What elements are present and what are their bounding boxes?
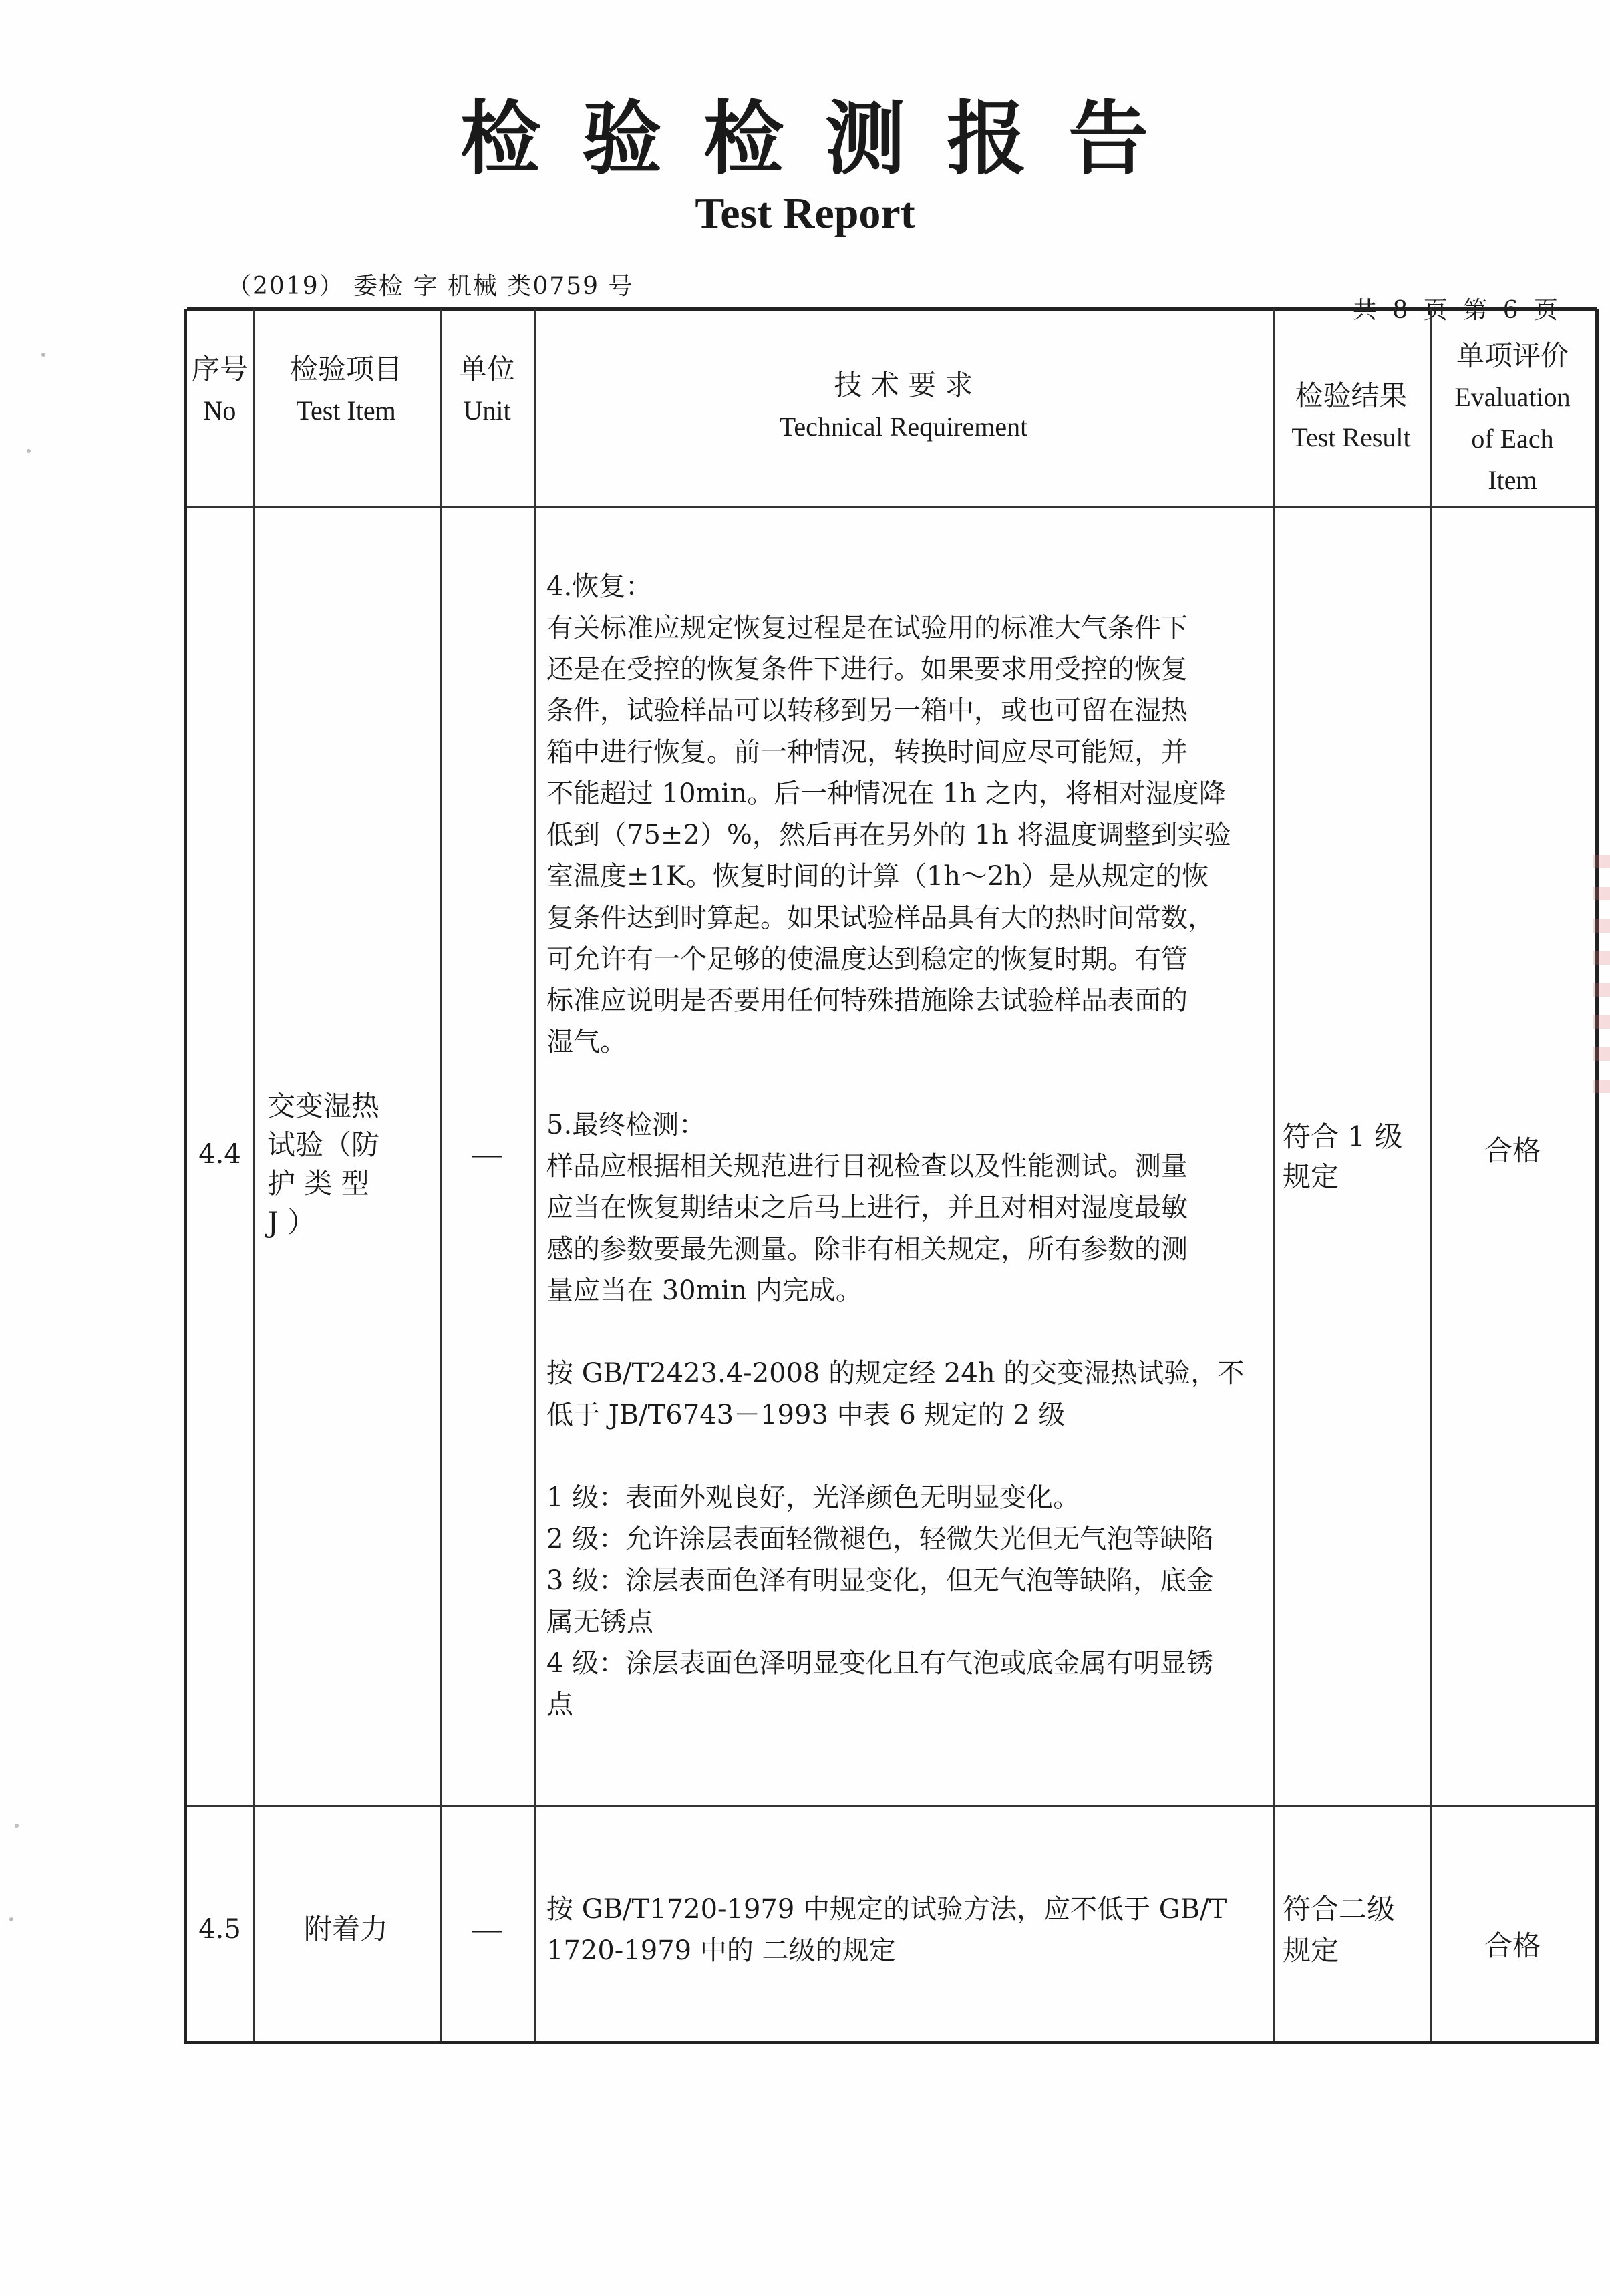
requirement-line: 有关标准应规定恢复过程是在试验用的标准大气条件下 [546, 613, 1188, 643]
requirement-line: 2 级：允许涂层表面轻微褪色，轻微失光但无气泡等缺陷 [546, 1524, 1214, 1554]
row-evaluation: 合格 [1484, 1134, 1541, 1167]
header-evaluation-en: of Each [1471, 424, 1554, 454]
paragraph-gap [546, 1436, 1268, 1477]
header-unit-cn: 单位 [458, 353, 515, 385]
header-item-en: Test Item [296, 395, 396, 426]
paragraph-gap [546, 1063, 1268, 1104]
requirement-line: 复条件达到时算起。如果试验样品具有大的热时间常数， [546, 903, 1215, 933]
header-evaluation-en: Evaluation [1454, 382, 1571, 412]
paragraph-gap [546, 1311, 1268, 1353]
header-no-cn: 序号 [191, 353, 248, 385]
header-requirement [534, 365, 1273, 448]
header-unit [440, 349, 534, 432]
result-line: 符合 1 级 [1283, 1120, 1403, 1153]
row-result [1283, 1117, 1426, 1197]
requirement-line: 条件，试验样品可以转移到另一箱中，或也可留在湿热 [546, 695, 1188, 726]
requirement-line: 量应当在 30min 内完成。 [546, 1275, 862, 1306]
report-title-en: Test Report [695, 189, 915, 238]
header-row-divider [187, 506, 1595, 508]
requirement-line: 低到（75±2）%，然后再在另外的 1h 将温度调整到实验 [546, 820, 1231, 850]
requirement-line: 样品应根据相关规范进行目视检查以及性能测试。测量 [546, 1151, 1188, 1182]
header-evaluation [1430, 335, 1595, 501]
test-item-line: 交变湿热 [267, 1090, 380, 1122]
row-unit: — [472, 1913, 502, 1945]
requirement-line: 4.恢复： [546, 571, 653, 602]
row-requirement [546, 1889, 1268, 1971]
report-title-cn: 检验检测报告 [460, 93, 1190, 186]
row-no: 4.4 [198, 1139, 241, 1170]
header-result-cn: 检验结果 [1295, 379, 1408, 412]
row-divider [187, 1805, 1595, 1807]
column-divider [1430, 309, 1432, 2041]
column-divider [534, 309, 536, 2041]
header-requirement-en: Technical Requirement [779, 412, 1028, 442]
row-requirement [546, 566, 1268, 1726]
requirement-line: 感的参数要最先测量。除非有相关规定，所有参数的测 [546, 1234, 1188, 1265]
row-evaluation: 合格 [1484, 1929, 1541, 1962]
requirement-line: 箱中进行恢复。前一种情况，转换时间应尽可能短，并 [546, 737, 1188, 768]
header-evaluation-cn: 单项评价 [1456, 339, 1569, 372]
header-no-en: No [203, 395, 236, 426]
header-unit-en: Unit [463, 395, 511, 426]
requirement-line: 室温度±1K。恢复时间的计算（1h～2h）是从规定的恢 [546, 861, 1209, 892]
document-number: （2019） 委检 字 机械 类0759 号 [227, 273, 634, 300]
column-divider [253, 309, 255, 2041]
requirement-line: 1 级：表面外观良好，光泽颜色无明显变化。 [546, 1482, 1080, 1513]
seal-stamp-edge [1593, 855, 1610, 1096]
column-divider [1273, 309, 1275, 2041]
header-item-cn: 检验项目 [289, 353, 402, 385]
requirement-line: 湿气。 [546, 1027, 627, 1057]
results-table [184, 309, 1599, 2044]
requirement-line: 低于 JB/T6743－1993 中表 6 规定的 2 级 [546, 1400, 1066, 1430]
header-evaluation-en: Item [1488, 465, 1537, 495]
requirement-line: 属无锈点 [546, 1607, 653, 1637]
row-test-item: 附着力 [303, 1913, 388, 1945]
header-result-en: Test Result [1291, 422, 1411, 452]
result-line: 规定 [1283, 1934, 1339, 1967]
requirement-line: 还是在受控的恢复条件下进行。如果要求用受控的恢复 [546, 654, 1188, 685]
test-item-line: J ） [267, 1206, 316, 1239]
row-result [1283, 1889, 1426, 1971]
requirement-line: 按 GB/T2423.4-2008 的规定经 24h 的交变湿热试验，不 [546, 1358, 1245, 1389]
requirement-line: 不能超过 10min。后一种情况在 1h 之内，将相对湿度降 [546, 778, 1226, 809]
requirement-line: 4 级：涂层表面色泽明显变化且有气泡或底金属有明显锈 [546, 1648, 1214, 1679]
requirement-line: 按 GB/T1720-1979 中规定的试验方法，应不低于 GB/T [546, 1894, 1227, 1925]
requirement-line: 5.最终检测： [546, 1110, 706, 1140]
header-no [187, 349, 253, 432]
row-unit: — [472, 1138, 502, 1170]
result-line: 规定 [1283, 1160, 1339, 1193]
requirement-line: 应当在恢复期结束之后马上进行，并且对相对湿度最敏 [546, 1192, 1188, 1223]
scan-speck [9, 1917, 13, 1921]
scan-speck [27, 449, 31, 453]
header-requirement-cn: 技 术 要 求 [834, 369, 973, 401]
header-result [1273, 375, 1430, 458]
requirement-line: 标准应说明是否要用任何特殊措施除去试验样品表面的 [546, 985, 1188, 1016]
scan-speck [41, 353, 45, 357]
scan-speck [15, 1824, 19, 1828]
test-item-line: 试验（防 [267, 1128, 380, 1161]
requirement-line: 1720-1979 中的 二级的规定 [546, 1935, 896, 1966]
row-test-item [267, 1087, 434, 1242]
requirement-line: 3 级：涂层表面色泽有明显变化，但无气泡等缺陷，底金 [546, 1565, 1214, 1596]
test-item-line: 护 类 型 [267, 1167, 369, 1200]
requirement-line: 可允许有一个足够的使温度达到稳定的恢复时期。有管 [546, 944, 1188, 975]
header-test-item [253, 349, 440, 432]
requirement-line: 点 [546, 1689, 573, 1720]
result-line: 符合二级 [1283, 1893, 1396, 1925]
row-no: 4.5 [198, 1914, 241, 1945]
